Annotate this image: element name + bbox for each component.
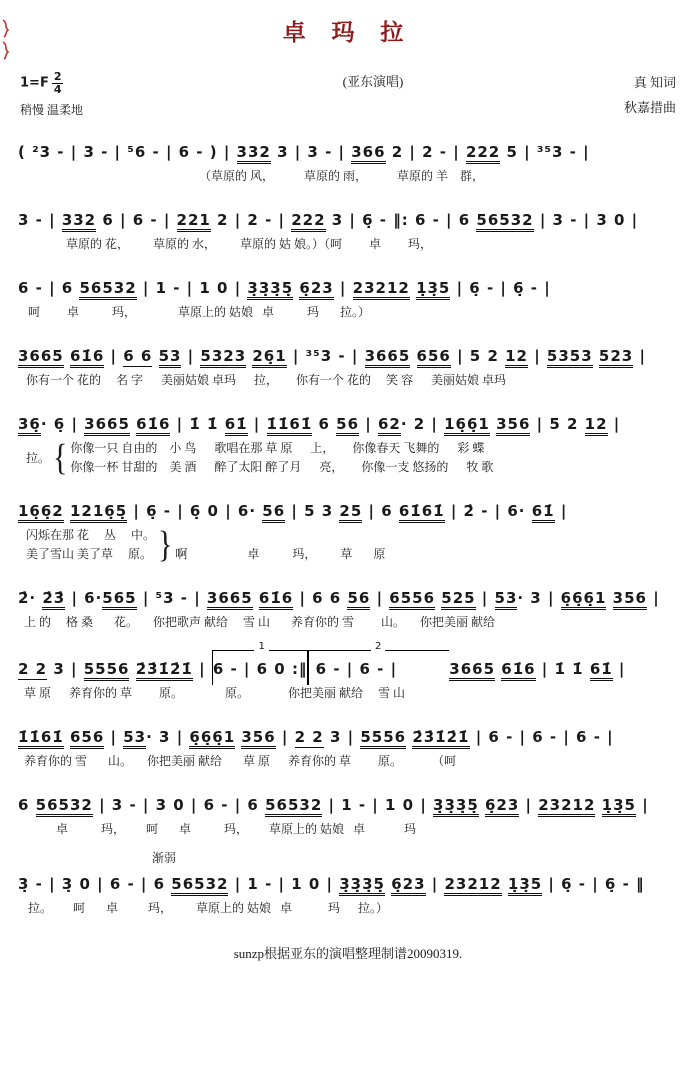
red-margin-marks-icon [1, 18, 11, 67]
notation-line: 3 - | 332 6 | 6 - | 221 2 | 2 - | 222 3 | 6̣ - ‖: 6 - | 6 56532 | 3 - | 3 0 | [14, 204, 682, 236]
lyrics-verse-block [14, 437, 682, 479]
notation-segment: 6 - | 6 - | [309, 660, 404, 679]
tempo-marking: 稍慢 温柔地 [20, 103, 84, 118]
verse-stack [26, 527, 155, 563]
key-label: 1=F [20, 75, 49, 91]
dynamics-marking: 渐弱 [152, 851, 177, 866]
lyrics-verse-1: 闪烁在那 花 丛 中。 [26, 528, 156, 543]
notation-line [14, 641, 682, 685]
music-system-8 [14, 641, 682, 702]
lyrics-line: 养育你的 雪 山。 你把美丽 献给 草 原 养育你的 草 原。 （呵 [24, 754, 457, 769]
notation-line: 1̇1̇61̇ 656 | 53· 3 | 6̣6̣6̣1 356 | 2 2 3 | 5556 2̇3̇1̇2̇1̇ | 6 - | 6 - | 6 - | [14, 721, 682, 753]
score-sheet [0, 14, 696, 962]
lyrics-line: 拉。 呵 卓 玛， 草原上的 姑娘 卓 玛 拉。） [28, 901, 389, 916]
performer-credit: (亚东演唱) [342, 74, 404, 89]
header-left [20, 71, 220, 118]
verse-brace: } [158, 524, 173, 566]
notation-line: 3665 61̇6 | 6 6 53 | 5323 26̣1 | ³⁵3 - | 3665 656 | 5 2 12 | 5353 523 | [14, 340, 682, 372]
score-header [14, 71, 682, 120]
music-system-7 [14, 582, 682, 631]
volta-1-bracket [212, 641, 309, 685]
notation-line: 3̣ - | 3̣ 0 | 6 - | 6 56532 | 1 - | 1 0 | 3̣3̣3̣5̣ 6̣23 | 23212 1̣3̣5 | 6̣ - | 6̣ - ‖ [14, 868, 682, 900]
notation-line: ( ²3 - | 3 - | ⁵6 - | 6 - ) | 332 3 | 3 - | 366 2 | 2 - | 222 5 | ³⁵3 - | [14, 136, 682, 168]
music-system-11 [14, 868, 682, 917]
verse-brace: { [53, 437, 68, 479]
notation-line: 6 - | 6 56532 | 1 - | 1 0 | 3̣3̣3̣5̣ 6̣23 | 23212 1̣3̣5 | 6̣ - | 6̣ - | [14, 272, 682, 304]
notation-line: 6 56532 | 3 - | 3 0 | 6 - | 6 56532 | 1 - | 1 0 | 3̣3̣3̣5̣ 6̣23 | 23212 1̣3̣5 | [14, 789, 682, 821]
notation-segment: 2 2 3 | 5556 2̇3̇1̇2̇1̇ | [18, 660, 212, 681]
time-signature [52, 71, 64, 95]
music-system-1 [14, 136, 682, 185]
volta-2-bracket [308, 641, 449, 685]
music-system-4 [14, 340, 682, 389]
lyrics-line: 卓 玛， 呵 卓 玛， 草原上的 姑娘 卓 玛 [56, 822, 417, 837]
music-system-5 [14, 408, 682, 479]
lyrics-line: 草 原 养育你的 草 原。 原。 你把美丽 献给 雪 山 [24, 686, 406, 701]
lyrics-line: 草原的 花， 草原的 水， 草原的 姑 娘。）（呵 卓 玛， [66, 237, 433, 252]
volta-label: 1 [254, 642, 268, 652]
volta-label: 2 [371, 642, 385, 652]
footer-credit: sunzp根据亚东的演唱整理制谱20090319. [233, 946, 463, 962]
composer-credit: 秋嘉措曲 [623, 99, 676, 115]
music-system-2 [14, 204, 682, 253]
verse-stack [70, 440, 493, 476]
time-signature-numerator: 2 [53, 70, 62, 83]
notation-line: 36̣· 6̣ | 3665 61̇6 | 1̇ 1̇ 61̇ | 1̇1̇61̇ 6 56 | 62· 2 | 16̣6̣1 356 | 5 2 12 | [14, 408, 682, 440]
lyrics-continuation: 啊 卓 玛， 草 原 [175, 547, 386, 562]
music-system-3 [14, 272, 682, 321]
lyrics-verse-2: 美了雪山 美了草 原。 [26, 547, 153, 562]
lyrics-line: 你有一个 花的 名 字 美丽姑娘 卓玛 拉， 你有一个 花的 笑 容 美丽姑娘 卓玛 [26, 373, 507, 388]
notation-line: 16̣6̣2 1216̣5̣ | 6̣ - | 6̣ 0 | 6· 56 | 5 3 25 | 6 61̇61̇ | 2̇ - | 6· 61̇ | [14, 495, 682, 527]
lyricist-credit: 真 知词 [633, 75, 676, 90]
lyrics-line: 上 的 格 桑 花。 你把歌声 献给 雪 山 养育你的 雪 山。 你把美丽 献给 [24, 615, 496, 630]
notation-line: 2̇· 2̇3̇ | 6·565 | ⁵3 - | 3665 61̇6 | 6 6 56 | 6556 525 | 53· 3 | 6̣6̣6̣1 356 | [14, 582, 682, 614]
key-signature [20, 71, 220, 95]
music-system-10 [14, 789, 682, 838]
music-system-9 [14, 721, 682, 770]
music-system-6 [14, 495, 682, 566]
header-right [526, 71, 676, 120]
time-signature-denominator: 4 [53, 82, 62, 96]
music-systems [14, 136, 682, 917]
page-title: 卓 玛 拉 [282, 20, 414, 45]
notation-segment: 6 - | 6 0 :‖ [212, 660, 308, 679]
lyrics-verse-2: 你像一杯 甘甜的 美 酒 醉了太阳 醉了月 亮， 你像一支 悠扬的 牧 歌 [70, 460, 494, 475]
lyrics-melisma-syllable: 拉。 [26, 450, 51, 465]
notation-segment: 3665 61̇6 | 1̇ 1̇ 61̇ | [449, 660, 625, 681]
lyrics-verse-1: 你像一只 自由的 小 鸟 歌唱在那 草 原 上， 你像春天 飞舞的 彩 蝶 [70, 441, 485, 456]
lyrics-line: （草原的 风， 草原的 雨， 草原的 羊 群， [199, 169, 485, 184]
lyrics-line: 呵 卓 玛， 草原上的 姑娘 卓 玛 拉。） [28, 305, 371, 320]
lyrics-verse-block [14, 524, 682, 566]
